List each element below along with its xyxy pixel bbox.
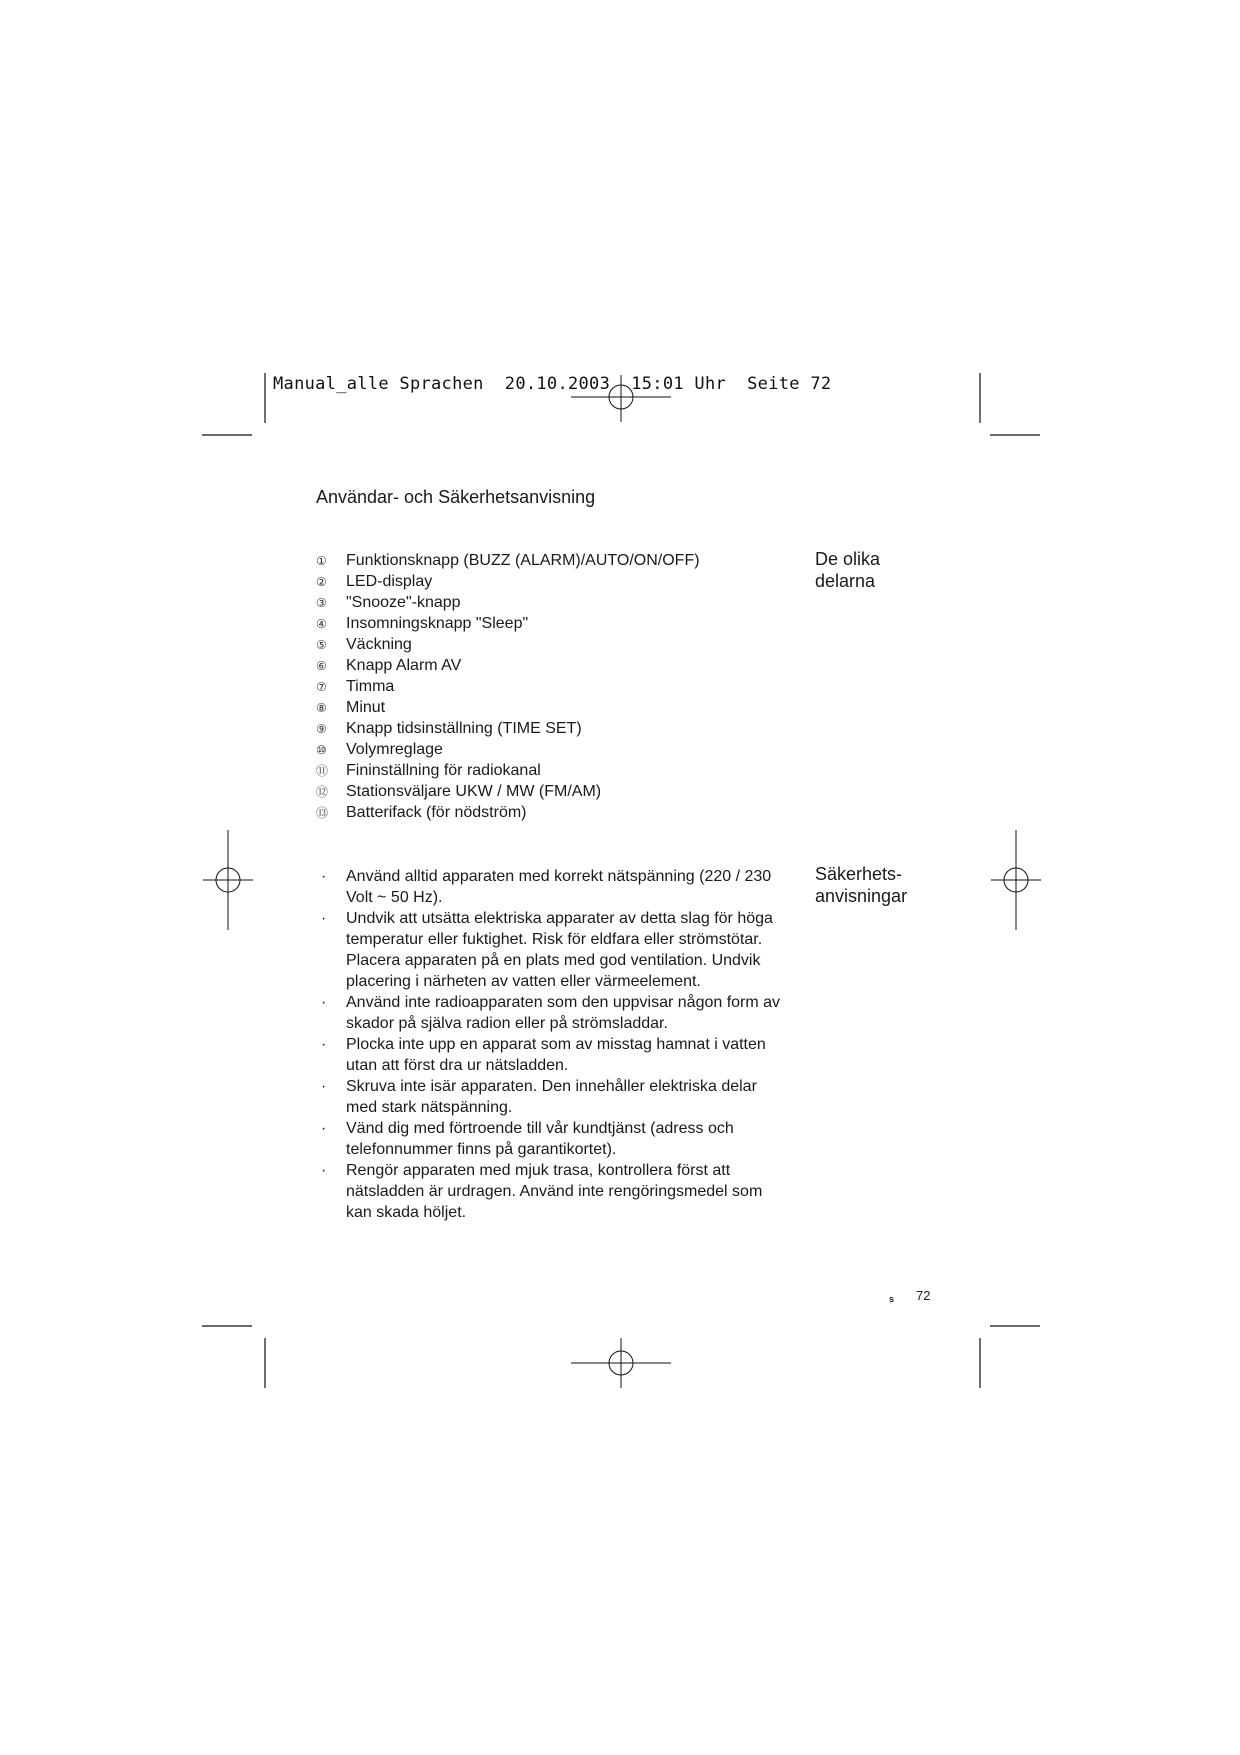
item-text: Fininställning för radiokanal (346, 762, 541, 779)
bullet: · (321, 1120, 327, 1137)
item-text: Vänd dig med förtroende till vår kundtjänst (adress och telefonnummer finns på garantikortet). (346, 1120, 734, 1158)
item-number: ⑩ (316, 743, 327, 757)
safety-label-line1: Säkerhets- (815, 864, 903, 884)
bullet: · (321, 1036, 327, 1053)
parts-label-line1: De olika (815, 549, 881, 569)
page-number: 72 (916, 1288, 931, 1303)
bullet: · (321, 1078, 327, 1095)
item-number: ① (316, 554, 327, 568)
item-number: ⑧ (316, 701, 327, 715)
parts-list-item (316, 571, 700, 592)
parts-list-item (316, 802, 700, 823)
item-text: Timma (346, 678, 395, 695)
safety-section-label (815, 863, 907, 907)
item-text: Funktionsknapp (BUZZ (ALARM)/AUTO/ON/OFF) (346, 552, 700, 569)
safety-list-item (316, 1160, 786, 1223)
item-text: Undvik att utsätta elektriska apparater av detta slag för höga temperatur eller fuktighet. Risk för eldfara eller strömstötar. Placera apparaten på en plats med god ventilation. Undvik placering i närheten av vatten eller värmeelement. (346, 910, 773, 990)
slug-page: Seite 72 (747, 374, 832, 394)
parts-list-item (316, 592, 700, 613)
parts-list-item (316, 781, 700, 802)
slug-date: 20.10.2003 (504, 374, 611, 394)
item-text: Insomningsknapp "Sleep" (346, 615, 529, 632)
item-number: ⑫ (316, 785, 329, 799)
parts-list-item (316, 550, 700, 571)
safety-list-item (316, 1034, 786, 1076)
item-text: Använd inte radioapparaten som den uppvisar någon form av skador på själva radion eller på strömsladdar. (346, 994, 781, 1032)
item-number: ⑬ (316, 806, 329, 820)
item-text: Stationsväljare UKW / MW (FM/AM) (346, 783, 602, 800)
item-text: Plocka inte upp en apparat som av misstag hamnat i vatten utan att först dra ur nätsladden. (346, 1036, 766, 1074)
slug-file: Manual_alle Sprachen (273, 374, 484, 394)
item-text: "Snooze"-knapp (346, 594, 461, 611)
safety-list-item (316, 1118, 786, 1160)
item-number: ⑤ (316, 638, 327, 652)
parts-list-item (316, 739, 700, 760)
parts-list-item (316, 613, 700, 634)
bullet: · (321, 910, 327, 927)
language-marker: s (889, 1294, 895, 1304)
registration-mark-bottom (571, 1338, 671, 1388)
item-text: Knapp Alarm AV (346, 657, 462, 674)
item-number: ⑥ (316, 659, 327, 673)
item-number: ⑪ (316, 764, 329, 778)
parts-list-item (316, 634, 700, 655)
item-text: LED-display (346, 573, 433, 590)
parts-section-label (815, 548, 880, 592)
safety-list-item (316, 908, 786, 992)
parts-list (316, 550, 700, 823)
page-heading: Användar- och Säkerhetsanvisning (316, 487, 596, 507)
item-text: Skruva inte isär apparaten. Den innehåller elektriska delar med stark nätspänning. (346, 1078, 757, 1116)
parts-list-item (316, 718, 700, 739)
registration-mark-top (571, 375, 671, 422)
parts-list-item (316, 676, 700, 697)
safety-list-item (316, 866, 786, 908)
registration-mark-right (991, 830, 1041, 930)
slug-time: 15:01 Uhr (631, 374, 727, 394)
item-text: Använd alltid apparaten med korrekt nätspänning (220 / 230 Volt ~ 50 Hz). (346, 868, 772, 906)
item-text: Batterifack (för nödström) (346, 804, 527, 821)
item-number: ③ (316, 596, 327, 610)
registration-mark-left (203, 830, 253, 930)
item-text: Väckning (346, 636, 412, 653)
item-text: Minut (346, 699, 386, 716)
parts-label-line2: delarna (815, 571, 876, 591)
bullet: · (321, 994, 327, 1011)
safety-list (316, 866, 786, 1223)
item-text: Volymreglage (346, 741, 443, 758)
parts-list-item (316, 655, 700, 676)
item-text: Rengör apparaten med mjuk trasa, kontrollera först att nätsladden är urdragen. Använd inte rengöringsmedel som kan skada höljet. (346, 1162, 763, 1221)
item-number: ② (316, 575, 327, 589)
item-text: Knapp tidsinställning (TIME SET) (346, 720, 582, 737)
bullet: · (321, 868, 327, 885)
safety-list-item (316, 992, 786, 1034)
parts-list-item (316, 760, 700, 781)
bullet: · (321, 1162, 327, 1179)
item-number: ⑦ (316, 680, 327, 694)
item-number: ⑨ (316, 722, 327, 736)
safety-label-line2: anvisningar (815, 886, 908, 906)
parts-list-item (316, 697, 700, 718)
safety-list-item (316, 1076, 786, 1118)
item-number: ④ (316, 617, 327, 631)
